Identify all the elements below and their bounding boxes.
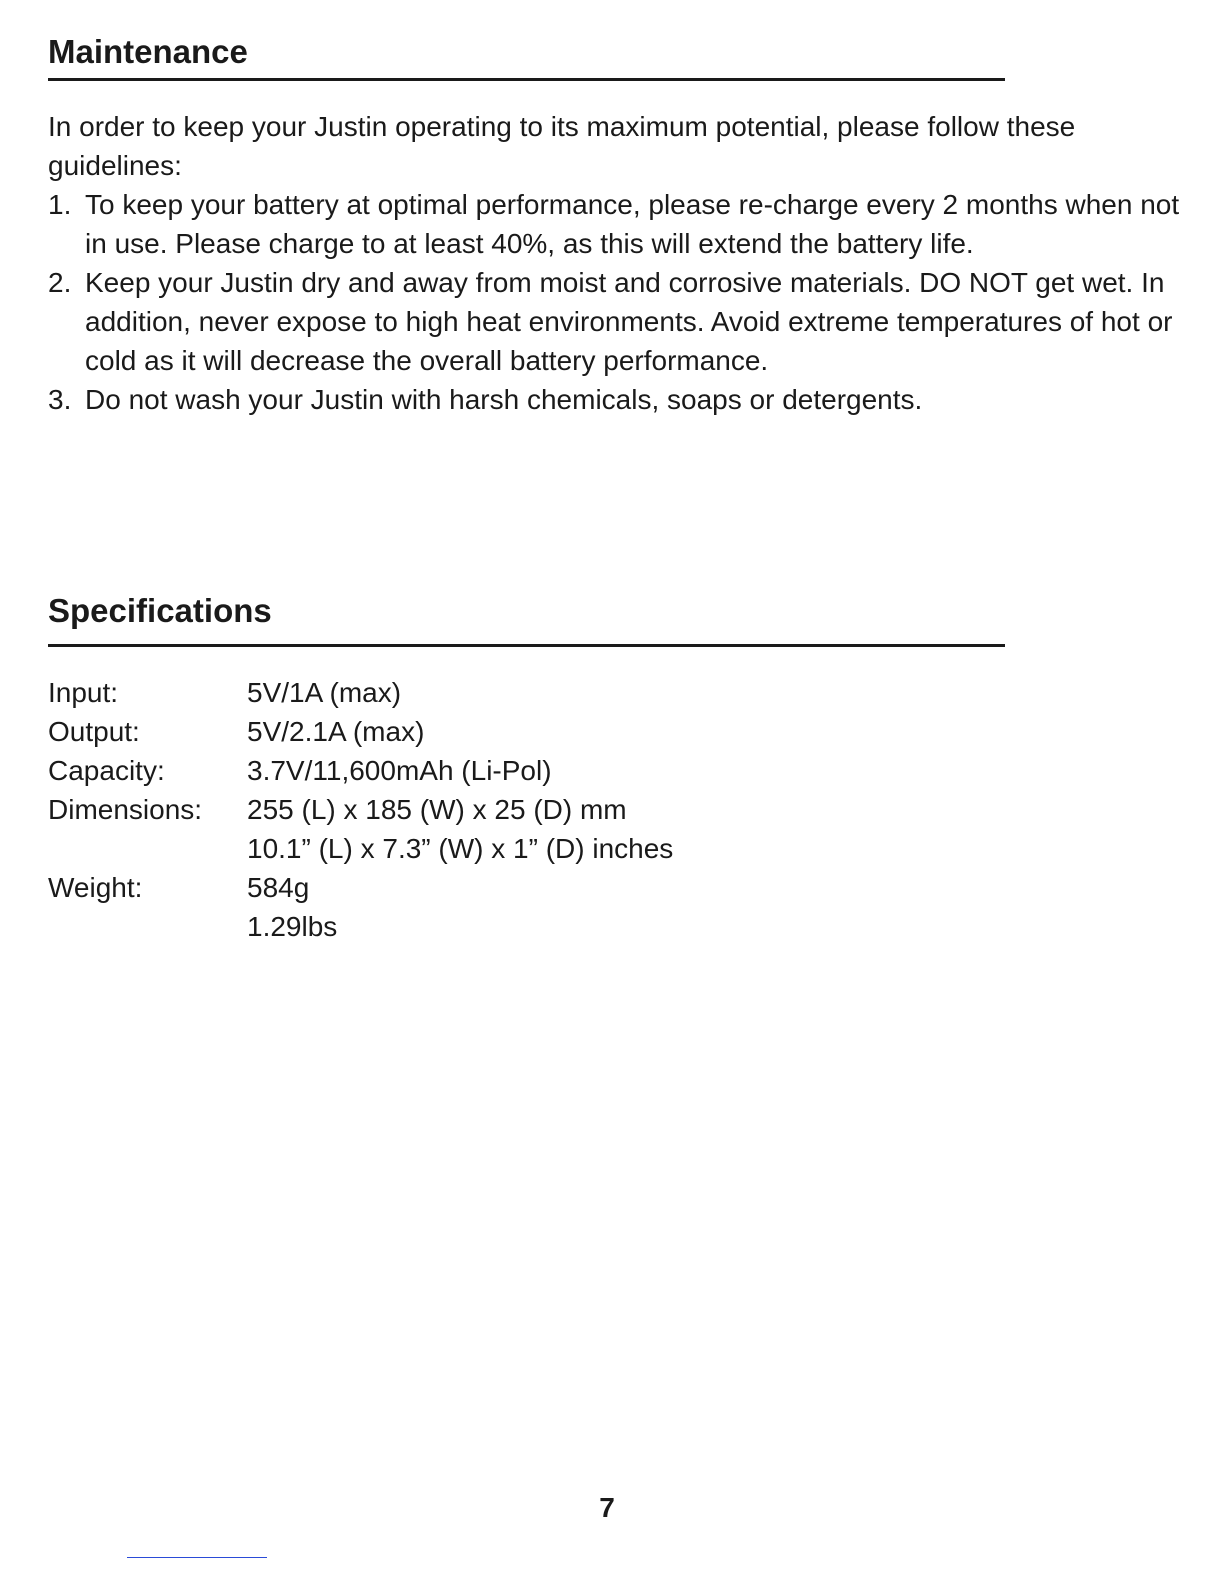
specifications-table (48, 673, 948, 946)
spec-value: 584g (247, 872, 310, 903)
footer-underline (127, 1557, 267, 1558)
spec-value: 1.29lbs (247, 911, 338, 942)
maintenance-guidelines-list (48, 185, 1188, 419)
specifications-divider (48, 644, 1005, 647)
spec-row-input (48, 673, 948, 712)
spec-values (247, 751, 948, 790)
spec-row-capacity (48, 751, 948, 790)
spec-label: Dimensions: (48, 794, 203, 825)
spec-value: 3.7V/11,600mAh (Li-Pol) (247, 755, 552, 786)
spec-values (247, 868, 948, 946)
maintenance-divider (48, 78, 1005, 81)
maintenance-heading: Maintenance (48, 33, 248, 70)
list-item-number: 2. (48, 267, 72, 298)
list-item (48, 263, 1188, 380)
list-item (48, 380, 1188, 419)
specifications-heading: Specifications (48, 592, 272, 629)
spec-label: Weight: (48, 872, 143, 903)
list-item-text: Do not wash your Justin with harsh chemicals, soaps or detergents. (85, 384, 923, 415)
spec-row-output (48, 712, 948, 751)
spec-row-dimensions (48, 790, 948, 868)
spec-values (247, 673, 948, 712)
spec-value: 10.1” (L) x 7.3” (W) x 1” (D) inches (247, 833, 674, 864)
list-item (48, 185, 1188, 263)
page-number: 7 (599, 1492, 615, 1523)
spec-label: Input: (48, 677, 119, 708)
spec-values (247, 790, 948, 868)
spec-value: 255 (L) x 185 (W) x 25 (D) mm (247, 794, 627, 825)
list-item-text: Keep your Justin dry and away from moist and corrosive materials. DO NOT get wet. In addition, never expose to high heat environments. Avoid extreme temperatures of hot or cold as it will decrease the overall battery performance. (85, 267, 1173, 376)
spec-value: 5V/1A (max) (247, 677, 402, 708)
list-item-number: 3. (48, 384, 72, 415)
spec-row-weight (48, 868, 948, 946)
spec-label: Output: (48, 716, 140, 747)
list-item-number: 1. (48, 189, 72, 220)
spec-value: 5V/2.1A (max) (247, 716, 425, 747)
spec-label: Capacity: (48, 755, 165, 786)
maintenance-intro: In order to keep your Justin operating to its maximum potential, please follow these guidelines: (48, 111, 1076, 181)
list-item-text: To keep your battery at optimal performance, please re-charge every 2 months when not in use. Please charge to at least 40%, as this will extend the battery life. (85, 189, 1180, 259)
spec-values (247, 712, 948, 751)
